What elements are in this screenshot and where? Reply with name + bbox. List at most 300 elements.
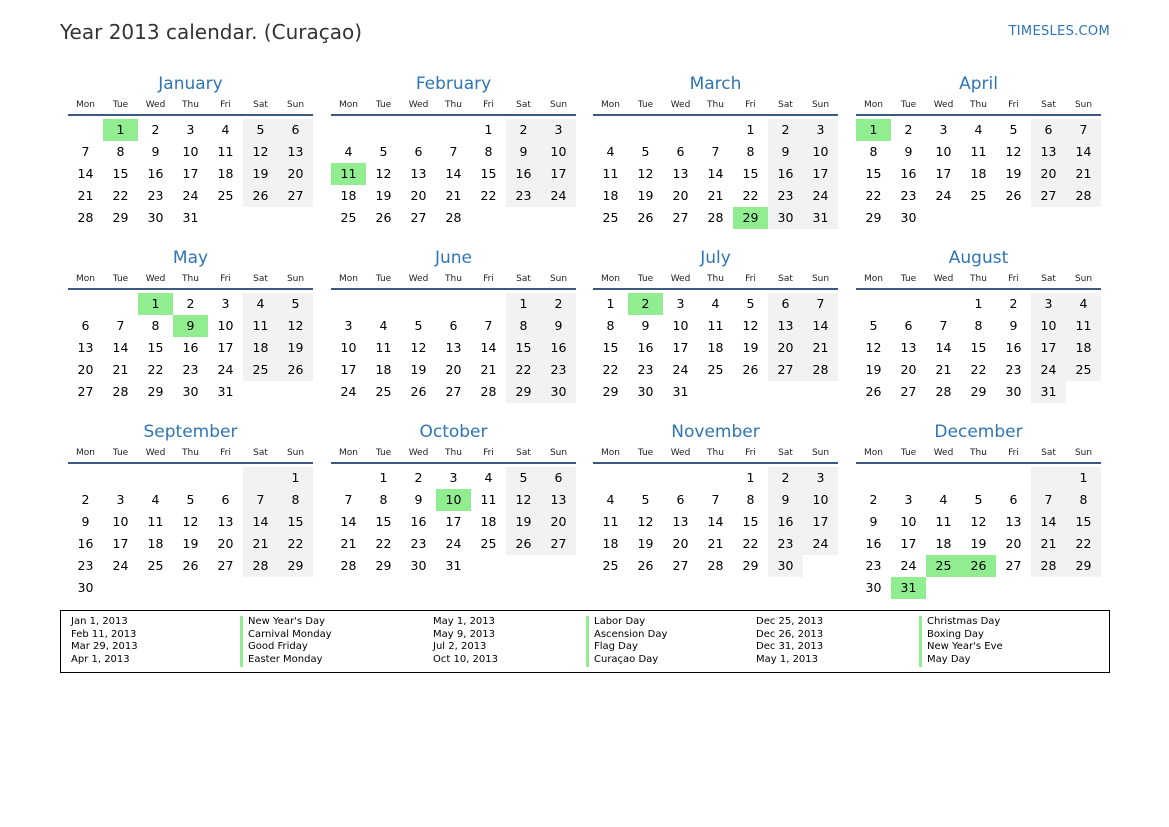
- empty-cell: [401, 119, 436, 141]
- day-cell: 10: [900, 514, 917, 529]
- day-cell: 20: [1005, 536, 1022, 551]
- day-cell: 7: [711, 492, 720, 507]
- page-title: Year 2013 calendar. (Curaçao): [60, 20, 363, 44]
- day-cell: 22: [742, 536, 759, 551]
- day-cell: 9: [1009, 318, 1018, 333]
- day-cell: 25: [970, 188, 987, 203]
- weekday-label: Sun: [811, 274, 830, 284]
- day-grid: [856, 290, 1101, 403]
- weekday-label: Thu: [707, 100, 724, 110]
- day-cell: 2: [541, 293, 576, 315]
- day-cell: 5: [641, 492, 650, 507]
- day-cell: 11: [707, 318, 724, 333]
- day-cell: 8: [1066, 489, 1101, 511]
- day-cell: 7: [116, 318, 125, 333]
- weekday-header: [856, 272, 1101, 290]
- day-cell: 27: [672, 210, 689, 225]
- weekday-label: Thu: [707, 448, 724, 458]
- day-cell: 17: [541, 163, 576, 185]
- weekday-label: Sun: [549, 100, 568, 110]
- weekday-label: Mon: [76, 448, 95, 458]
- day-cell: 25: [602, 210, 619, 225]
- day-cell: 6: [1031, 119, 1066, 141]
- day-cell: 14: [445, 166, 462, 181]
- day-cell: 22: [865, 188, 882, 203]
- day-cell: 11: [970, 144, 987, 159]
- day-cell: 28: [1066, 185, 1101, 207]
- day-cell: 25: [147, 558, 164, 573]
- day-cell: 5: [974, 492, 983, 507]
- month-name: December: [934, 422, 1023, 442]
- day-cell: 1: [746, 122, 755, 137]
- weekday-label: Tue: [112, 100, 129, 110]
- day-cell: 30: [147, 210, 164, 225]
- weekday-label: Sun: [549, 274, 568, 284]
- weekday-label: Tue: [375, 448, 392, 458]
- month-name: September: [143, 422, 238, 442]
- day-cell: 7: [449, 144, 458, 159]
- weekday-header: [68, 98, 313, 116]
- day-cell: 5: [1009, 122, 1018, 137]
- day-cell: 25: [480, 536, 497, 551]
- weekday-label: Wed: [408, 100, 429, 110]
- legend-dates-col-1: [71, 616, 138, 667]
- day-cell: 6: [768, 293, 803, 315]
- weekday-label: Fri: [220, 274, 231, 284]
- day-cell: 11: [375, 340, 392, 355]
- day-cell: 5: [869, 318, 878, 333]
- day-cell: 21: [803, 337, 838, 359]
- day-cell: 8: [379, 492, 388, 507]
- empty-cell: [103, 293, 138, 315]
- day-cell: 27: [900, 384, 917, 399]
- day-cell: 15: [480, 166, 497, 181]
- legend-holiday-name: Labor Day: [586, 616, 667, 629]
- day-cell: 12: [637, 514, 654, 529]
- empty-cell: [103, 467, 138, 489]
- day-cell: 11: [243, 315, 278, 337]
- day-cell: 30: [865, 580, 882, 595]
- day-cell: 17: [217, 340, 234, 355]
- day-cell: 10: [803, 489, 838, 511]
- weekday-label: Sun: [286, 448, 305, 458]
- day-cell: 23: [147, 188, 164, 203]
- month-july: [593, 246, 838, 403]
- month-name: March: [689, 74, 742, 94]
- day-cell: 4: [1066, 293, 1101, 315]
- day-grid: [593, 116, 838, 229]
- day-cell: 22: [112, 188, 129, 203]
- day-cell: 24: [672, 362, 689, 377]
- weekday-label: Sun: [811, 448, 830, 458]
- day-cell: 13: [77, 340, 94, 355]
- day-cell: 22: [970, 362, 987, 377]
- day-cell: 24: [217, 362, 234, 377]
- weekday-label: Wed: [145, 100, 166, 110]
- day-cell: 19: [1005, 166, 1022, 181]
- weekday-label: Tue: [900, 448, 917, 458]
- day-cell: 29: [742, 558, 759, 573]
- day-cell: 10: [217, 318, 234, 333]
- day-cell: 14: [1031, 511, 1066, 533]
- day-cell: 13: [1005, 514, 1022, 529]
- month-name: February: [415, 74, 492, 94]
- day-cell: 18: [147, 536, 164, 551]
- day-cell: 16: [541, 337, 576, 359]
- day-cell: 8: [974, 318, 983, 333]
- day-cell: 29: [278, 555, 313, 577]
- day-cell: 30: [77, 580, 94, 595]
- day-cell: 15: [742, 166, 759, 181]
- weekday-label: Tue: [900, 274, 917, 284]
- day-cell: 6: [449, 318, 458, 333]
- month-january: [68, 72, 313, 229]
- day-cell: 20: [672, 536, 689, 551]
- day-cell: 24: [112, 558, 129, 573]
- legend-date: Jul 2, 2013: [433, 641, 487, 653]
- day-cell: 9: [904, 144, 913, 159]
- day-cell: 18: [340, 188, 357, 203]
- weekday-label: Fri: [745, 448, 756, 458]
- day-cell: 5: [641, 144, 650, 159]
- day-cell: 3: [344, 318, 353, 333]
- day-cell: 26: [742, 362, 759, 377]
- empty-cell: [366, 119, 401, 141]
- day-cell: 24: [1031, 359, 1066, 381]
- day-cell: 31: [445, 558, 462, 573]
- empty-cell: [593, 467, 628, 489]
- empty-cell: [856, 467, 891, 489]
- legend-date: Feb 11, 2013: [71, 628, 137, 640]
- day-cell: 13: [217, 514, 234, 529]
- legend-holiday-name: Carnival Monday: [240, 629, 332, 642]
- day-cell: 19: [742, 340, 759, 355]
- day-cell: 28: [340, 558, 357, 573]
- day-cell: 22: [147, 362, 164, 377]
- weekday-label: Mon: [864, 448, 883, 458]
- day-cell: 12: [243, 141, 278, 163]
- day-cell: 21: [1066, 163, 1101, 185]
- day-cell: 21: [340, 536, 357, 551]
- day-cell: 24: [803, 185, 838, 207]
- day-cell: 10: [803, 141, 838, 163]
- day-cell: 27: [278, 185, 313, 207]
- weekday-label: Mon: [864, 274, 883, 284]
- empty-cell: [698, 467, 733, 489]
- day-cell: 18: [602, 188, 619, 203]
- day-cell: 19: [637, 536, 654, 551]
- weekday-label: Tue: [637, 448, 654, 458]
- day-cell: 10: [935, 144, 952, 159]
- month-october: [331, 420, 576, 577]
- weekday-label: Wed: [933, 274, 954, 284]
- day-cell: 5: [278, 293, 313, 315]
- day-cell: 26: [410, 384, 427, 399]
- legend-holiday-name: New Year's Eve: [919, 641, 1003, 654]
- weekday-label: Tue: [637, 274, 654, 284]
- weekday-label: Fri: [745, 274, 756, 284]
- holiday-day-cell: 1: [138, 293, 173, 315]
- day-cell: 23: [77, 558, 94, 573]
- day-cell: 26: [637, 210, 654, 225]
- empty-cell: [173, 467, 208, 489]
- day-cell: 8: [506, 315, 541, 337]
- empty-cell: [243, 467, 278, 489]
- day-cell: 12: [182, 514, 199, 529]
- day-cell: 7: [803, 293, 838, 315]
- empty-cell: [628, 467, 663, 489]
- weekday-label: Mon: [76, 100, 95, 110]
- day-cell: 14: [935, 340, 952, 355]
- holiday-legend: [60, 610, 1110, 673]
- day-cell: 28: [112, 384, 129, 399]
- legend-holiday-name: Christmas Day: [919, 616, 1003, 629]
- day-cell: 18: [707, 340, 724, 355]
- day-cell: 30: [768, 207, 803, 229]
- month-name: April: [959, 74, 998, 94]
- weekday-label: Thu: [445, 100, 462, 110]
- day-cell: 3: [1031, 293, 1066, 315]
- day-cell: 20: [77, 362, 94, 377]
- legend-date: Dec 31, 2013: [756, 641, 824, 653]
- day-cell: 4: [939, 492, 948, 507]
- weekday-label: Wed: [408, 274, 429, 284]
- day-cell: 5: [506, 467, 541, 489]
- empty-cell: [856, 293, 891, 315]
- empty-cell: [471, 293, 506, 315]
- legend-date: Mar 29, 2013: [71, 641, 138, 653]
- day-cell: 16: [1005, 340, 1022, 355]
- day-cell: 30: [900, 210, 917, 225]
- day-cell: 21: [445, 188, 462, 203]
- weekday-label: Fri: [1008, 274, 1019, 284]
- day-cell: 3: [541, 119, 576, 141]
- day-grid: [593, 464, 838, 577]
- day-cell: 24: [541, 185, 576, 207]
- day-cell: 15: [147, 340, 164, 355]
- empty-cell: [138, 467, 173, 489]
- day-cell: 21: [112, 362, 129, 377]
- day-cell: 27: [1031, 185, 1066, 207]
- day-cell: 23: [768, 185, 803, 207]
- day-cell: 11: [1066, 315, 1101, 337]
- weekday-label: Fri: [1008, 448, 1019, 458]
- day-cell: 21: [243, 533, 278, 555]
- day-cell: 10: [182, 144, 199, 159]
- legend-date: Dec 25, 2013: [756, 616, 824, 627]
- weekday-label: Fri: [220, 100, 231, 110]
- day-cell: 4: [974, 122, 983, 137]
- day-cell: 9: [768, 489, 803, 511]
- legend-date: Dec 26, 2013: [756, 628, 824, 640]
- holiday-day-cell: 2: [628, 293, 663, 315]
- day-cell: 7: [1031, 489, 1066, 511]
- day-cell: 25: [243, 359, 278, 381]
- day-cell: 13: [768, 315, 803, 337]
- legend-holiday-name: Easter Monday: [240, 654, 332, 667]
- day-cell: 12: [637, 166, 654, 181]
- weekday-label: Sun: [1074, 448, 1093, 458]
- day-cell: 31: [217, 384, 234, 399]
- day-cell: 9: [641, 318, 650, 333]
- day-cell: 23: [1005, 362, 1022, 377]
- brand-link[interactable]: TIMESLES.COM: [1008, 24, 1110, 39]
- day-cell: 2: [81, 492, 90, 507]
- day-cell: 21: [707, 188, 724, 203]
- day-cell: 1: [506, 293, 541, 315]
- day-cell: 1: [278, 467, 313, 489]
- day-cell: 18: [480, 514, 497, 529]
- weekday-label: Wed: [933, 448, 954, 458]
- day-cell: 4: [711, 296, 720, 311]
- day-cell: 25: [1066, 359, 1101, 381]
- day-cell: 3: [116, 492, 125, 507]
- day-cell: 28: [935, 384, 952, 399]
- weekday-label: Sat: [1041, 100, 1056, 110]
- weekday-label: Sat: [253, 274, 268, 284]
- day-cell: 23: [506, 185, 541, 207]
- day-cell: 25: [375, 384, 392, 399]
- empty-cell: [926, 293, 961, 315]
- day-cell: 29: [970, 384, 987, 399]
- day-cell: 9: [869, 514, 878, 529]
- day-cell: 29: [506, 381, 541, 403]
- day-cell: 27: [410, 210, 427, 225]
- day-cell: 6: [541, 467, 576, 489]
- day-cell: 21: [935, 362, 952, 377]
- day-cell: 19: [410, 362, 427, 377]
- day-cell: 26: [243, 185, 278, 207]
- day-cell: 3: [939, 122, 948, 137]
- day-grid: [68, 290, 313, 403]
- month-june: [331, 246, 576, 403]
- day-cell: 30: [768, 555, 803, 577]
- day-cell: 1: [484, 122, 493, 137]
- legend-date: Apr 1, 2013: [71, 654, 130, 666]
- day-cell: 3: [221, 296, 230, 311]
- day-cell: 3: [803, 119, 838, 141]
- empty-cell: [331, 293, 366, 315]
- empty-cell: [891, 467, 926, 489]
- day-cell: 26: [506, 533, 541, 555]
- day-cell: 12: [865, 340, 882, 355]
- day-cell: 5: [379, 144, 388, 159]
- day-cell: 18: [243, 337, 278, 359]
- day-cell: 30: [410, 558, 427, 573]
- day-cell: 8: [869, 144, 878, 159]
- day-cell: 8: [746, 144, 755, 159]
- day-cell: 16: [147, 166, 164, 181]
- day-cell: 3: [904, 492, 913, 507]
- day-grid: [331, 290, 576, 403]
- day-cell: 12: [410, 340, 427, 355]
- day-cell: 15: [865, 166, 882, 181]
- day-cell: 14: [340, 514, 357, 529]
- day-cell: 4: [243, 293, 278, 315]
- holiday-day-cell: 9: [173, 315, 208, 337]
- day-cell: 23: [768, 533, 803, 555]
- legend-date: May 1, 2013: [756, 654, 819, 666]
- weekday-label: Tue: [637, 100, 654, 110]
- day-cell: 11: [480, 492, 497, 507]
- day-cell: 4: [606, 492, 615, 507]
- legend-holiday-name: Curaçao Day: [586, 654, 667, 667]
- weekday-header: [331, 446, 576, 464]
- weekday-label: Wed: [670, 100, 691, 110]
- day-cell: 23: [410, 536, 427, 551]
- day-grid: [331, 116, 576, 229]
- day-cell: 28: [1031, 555, 1066, 577]
- day-cell: 28: [707, 210, 724, 225]
- day-cell: 13: [1031, 141, 1066, 163]
- day-cell: 9: [768, 141, 803, 163]
- day-cell: 7: [1066, 119, 1101, 141]
- legend-date: Oct 10, 2013: [433, 654, 498, 666]
- day-cell: 30: [637, 384, 654, 399]
- day-cell: 13: [900, 340, 917, 355]
- day-cell: 14: [112, 340, 129, 355]
- day-cell: 10: [1031, 315, 1066, 337]
- day-cell: 16: [900, 166, 917, 181]
- day-cell: 15: [506, 337, 541, 359]
- day-cell: 14: [77, 166, 94, 181]
- day-cell: 15: [375, 514, 392, 529]
- day-cell: 6: [221, 492, 230, 507]
- day-cell: 5: [186, 492, 195, 507]
- day-cell: 2: [768, 119, 803, 141]
- weekday-label: Thu: [182, 100, 199, 110]
- day-cell: 2: [904, 122, 913, 137]
- day-cell: 15: [602, 340, 619, 355]
- day-cell: 19: [637, 188, 654, 203]
- weekday-label: Sat: [778, 274, 793, 284]
- day-cell: 21: [1031, 533, 1066, 555]
- month-name: July: [700, 248, 731, 268]
- day-cell: 23: [900, 188, 917, 203]
- day-cell: 8: [116, 144, 125, 159]
- day-cell: 16: [768, 163, 803, 185]
- empty-cell: [331, 467, 366, 489]
- weekday-label: Wed: [408, 448, 429, 458]
- day-cell: 29: [865, 210, 882, 225]
- legend-names-col-3: [919, 616, 1003, 667]
- day-cell: 1: [746, 470, 755, 485]
- month-name: August: [948, 248, 1009, 268]
- weekday-label: Thu: [182, 274, 199, 284]
- day-cell: 17: [445, 514, 462, 529]
- weekday-label: Sun: [286, 274, 305, 284]
- month-name: May: [172, 248, 209, 268]
- legend-date: May 1, 2013: [433, 616, 496, 627]
- legend-dates-col-3: [756, 616, 823, 667]
- day-cell: 14: [1066, 141, 1101, 163]
- holiday-day-cell: 31: [891, 577, 926, 599]
- day-cell: 29: [112, 210, 129, 225]
- weekday-label: Sat: [253, 100, 268, 110]
- day-cell: 25: [340, 210, 357, 225]
- weekday-label: Sun: [1074, 100, 1093, 110]
- day-cell: 1: [1066, 467, 1101, 489]
- legend-holiday-name: Ascension Day: [586, 629, 667, 642]
- weekday-label: Sat: [1041, 448, 1056, 458]
- day-grid: [856, 116, 1101, 229]
- day-cell: 3: [676, 296, 685, 311]
- empty-cell: [961, 467, 996, 489]
- day-cell: 17: [112, 536, 129, 551]
- legend-names-col-2: [586, 616, 667, 667]
- day-cell: 22: [506, 359, 541, 381]
- day-cell: 13: [278, 141, 313, 163]
